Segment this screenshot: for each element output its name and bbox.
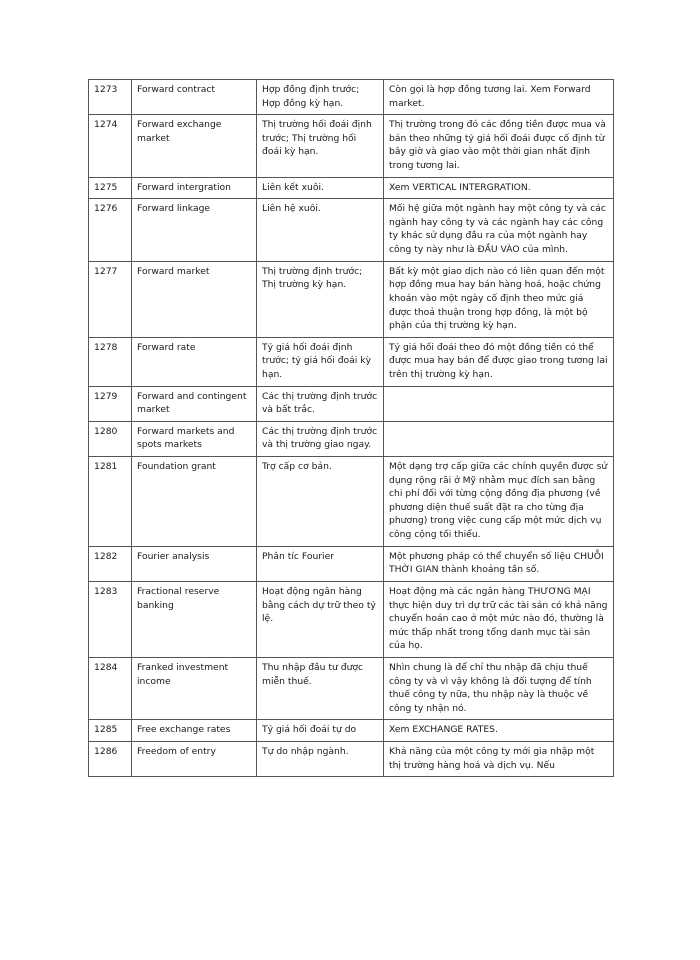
table-row xyxy=(89,261,614,337)
english-term-cell: Free exchange rates xyxy=(132,720,257,742)
definition-cell: Mối hệ giữa một ngành hay một công ty và các ngành hay công ty và các ngành hay các công ty khác sử dụng đầu ra của một ngành hay công ty này như là ĐẦU VÀO của mình. xyxy=(384,199,614,261)
definition-cell xyxy=(384,421,614,456)
table-row xyxy=(89,421,614,456)
entry-number-cell: 1284 xyxy=(89,657,132,719)
table-row xyxy=(89,177,614,199)
vietnamese-term-cell: Hoạt động ngân hàng bằng cách dự trữ theo tỷ lệ. xyxy=(257,581,384,657)
vietnamese-term-cell: Tỷ giá hối đoái tự do xyxy=(257,720,384,742)
english-term-cell: Forward intergration xyxy=(132,177,257,199)
glossary-table xyxy=(88,79,614,777)
table-row xyxy=(89,386,614,421)
entry-number-cell: 1280 xyxy=(89,421,132,456)
entry-number-cell: 1281 xyxy=(89,457,132,547)
entry-number-cell: 1274 xyxy=(89,115,132,177)
vietnamese-term-cell: Tự do nhập ngành. xyxy=(257,741,384,776)
entry-number-cell: 1277 xyxy=(89,261,132,337)
table-row xyxy=(89,199,614,261)
vietnamese-term-cell: Liên kết xuôi. xyxy=(257,177,384,199)
english-term-cell: Foundation grant xyxy=(132,457,257,547)
definition-cell: Nhìn chung là để chỉ thu nhập đã chịu thuế công ty và vì vậy không là đối tượng để tính thuế công ty nữa, thu nhập này là thuộc về công ty nhận nó. xyxy=(384,657,614,719)
english-term-cell: Forward exchange market xyxy=(132,115,257,177)
english-term-cell: Franked investment income xyxy=(132,657,257,719)
english-term-cell: Forward linkage xyxy=(132,199,257,261)
vietnamese-term-cell: Thị trường hối đoái định trước; Thị trường hối đoái kỳ hạn. xyxy=(257,115,384,177)
entry-number-cell: 1278 xyxy=(89,337,132,386)
definition-cell: Khả năng của một công ty mới gia nhập một thị trường hàng hoá và dịch vụ. Nếu xyxy=(384,741,614,776)
table-row xyxy=(89,457,614,547)
english-term-cell: Forward rate xyxy=(132,337,257,386)
vietnamese-term-cell: Liên hệ xuôi. xyxy=(257,199,384,261)
english-term-cell: Fourier analysis xyxy=(132,546,257,581)
english-term-cell: Forward markets and spots markets xyxy=(132,421,257,456)
glossary-table-container xyxy=(88,79,613,777)
english-term-cell: Freedom of entry xyxy=(132,741,257,776)
entry-number-cell: 1283 xyxy=(89,581,132,657)
definition-cell: Còn gọi là hợp đồng tương lai. Xem Forward market. xyxy=(384,80,614,115)
entry-number-cell: 1273 xyxy=(89,80,132,115)
vietnamese-term-cell: Thu nhập đầu tư được miễn thuế. xyxy=(257,657,384,719)
definition-cell: Tỷ giá hối đoái theo đó một đồng tiền có thể được mua hay bán để được giao trong tương lai trên thị trường kỳ hạn. xyxy=(384,337,614,386)
definition-cell: Bất kỳ một giao dịch nào có liên quan đến một hợp đồng mua hay bán hàng hoá, hoặc chứng khoán vào một ngày cố định theo mức giá được thoả thuận trong hợp đồng, là một bộ phận của thị trường kỳ hạn. xyxy=(384,261,614,337)
english-term-cell: Forward market xyxy=(132,261,257,337)
definition-cell: Thị trường trong đó các đồng tiền được mua và bán theo những tỷ giá hối đoái được cố định từ bây giờ và giao vào một thời gian nhất định trong tương lai. xyxy=(384,115,614,177)
english-term-cell: Forward contract xyxy=(132,80,257,115)
table-row xyxy=(89,337,614,386)
entry-number-cell: 1286 xyxy=(89,741,132,776)
table-row xyxy=(89,657,614,719)
table-row xyxy=(89,741,614,776)
english-term-cell: Forward and contingent market xyxy=(132,386,257,421)
entry-number-cell: 1275 xyxy=(89,177,132,199)
definition-cell: Xem EXCHANGE RATES. xyxy=(384,720,614,742)
entry-number-cell: 1285 xyxy=(89,720,132,742)
vietnamese-term-cell: Thị trường định trước; Thị trường kỳ hạn. xyxy=(257,261,384,337)
vietnamese-term-cell: Hợp đồng định trước; Hợp đồng kỳ hạn. xyxy=(257,80,384,115)
definition-cell: Xem VERTICAL INTERGRATION. xyxy=(384,177,614,199)
table-row xyxy=(89,80,614,115)
vietnamese-term-cell: Phân tíc Fourier xyxy=(257,546,384,581)
entry-number-cell: 1276 xyxy=(89,199,132,261)
english-term-cell: Fractional reserve banking xyxy=(132,581,257,657)
entry-number-cell: 1282 xyxy=(89,546,132,581)
glossary-table-body xyxy=(89,80,614,777)
table-row xyxy=(89,546,614,581)
vietnamese-term-cell: Trợ cấp cơ bản. xyxy=(257,457,384,547)
table-row xyxy=(89,720,614,742)
entry-number-cell: 1279 xyxy=(89,386,132,421)
vietnamese-term-cell: Tỷ giá hối đoái định trước; tỷ giá hối đoái kỳ hạn. xyxy=(257,337,384,386)
definition-cell xyxy=(384,386,614,421)
table-row xyxy=(89,581,614,657)
vietnamese-term-cell: Các thị trường định trước và bất trắc. xyxy=(257,386,384,421)
table-row xyxy=(89,115,614,177)
definition-cell: Một phương pháp có thể chuyển số liệu CHUỖI THỜI GIAN thành khoảng tần số. xyxy=(384,546,614,581)
definition-cell: Hoạt động mà các ngân hàng THƯƠNG MẠI thực hiện duy trì dự trữ các tài sản có khả năng chuyển hoán cao ở một mức nào đó, thường là mức thấp nhất trong tổng danh mục tài sản của họ. xyxy=(384,581,614,657)
definition-cell: Một dạng trợ cấp giữa các chính quyền được sử dụng rộng rãi ở Mỹ nhằm mục đích san bằng chi phí đối với từng cộng đồng địa phương (về phương diện thuế suất đặt ra cho từng địa phương) trong việc cung cấp một mức dịch vụ công cộng tối thiểu. xyxy=(384,457,614,547)
vietnamese-term-cell: Các thị trường định trước và thị trường giao ngay. xyxy=(257,421,384,456)
